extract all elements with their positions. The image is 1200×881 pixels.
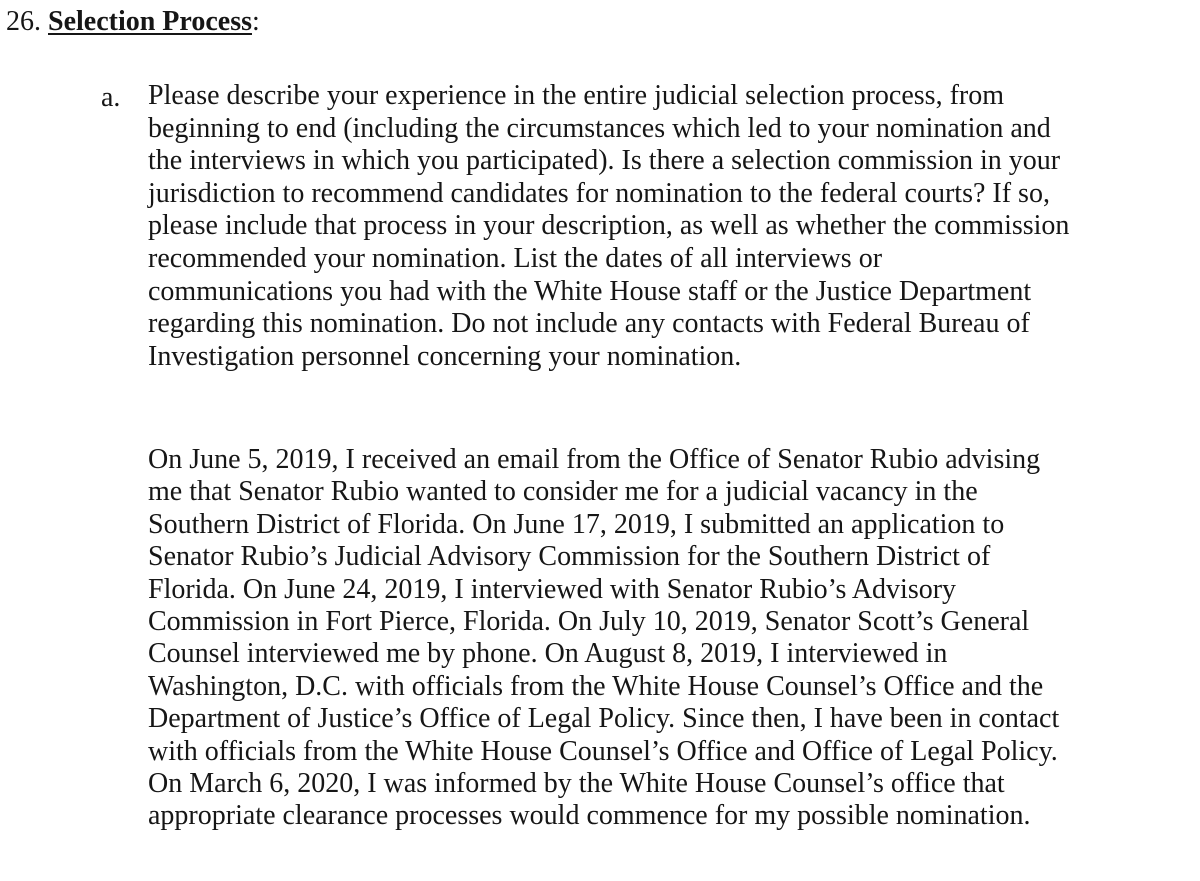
answer-line: Commission in Fort Pierce, Florida. On July 10, 2019, Senator Scott’s General [148, 606, 1030, 638]
answer-line: On March 6, 2020, I was informed by the White House Counsel’s office that [148, 768, 1005, 800]
question-line: beginning to end (including the circumstances which led to your nomination and [148, 112, 1051, 144]
question-line: the interviews in which you participated). Is there a selection commission in your [148, 145, 1061, 177]
question-line: recommended your nomination. List the dates of all interviews or [148, 242, 883, 274]
question-text [148, 80, 1200, 373]
answer-line: Florida. On June 24, 2019, I interviewed with Senator Rubio’s Advisory [148, 573, 957, 605]
question-line: please include that process in your description, as well as whether the commission [148, 210, 1070, 242]
question-line: communications you had with the White House staff or the Justice Department [148, 275, 1032, 307]
answer-line: Senator Rubio’s Judicial Advisory Commission for the Southern District of [148, 541, 991, 573]
question-line: regarding this nomination. Do not include any contacts with Federal Bureau of [148, 308, 1030, 340]
answer-line: Department of Justice’s Office of Legal Policy. Since then, I have been in contact [148, 703, 1060, 735]
answer-line: On June 5, 2019, I received an email from the Office of Senator Rubio advising [148, 444, 1041, 475]
answer-line: Washington, D.C. with officials from the White House Counsel’s Office and the [148, 670, 1044, 702]
answer-line: Counsel interviewed me by phone. On August 8, 2019, I interviewed in [148, 638, 948, 670]
question-line: Please describe your experience in the entire judicial selection process, from [148, 80, 1004, 111]
section-colon: : [251, 6, 260, 37]
answer-line: Southern District of Florida. On June 17, 2019, I submitted an application to [148, 508, 1005, 540]
answer-line: appropriate clearance processes would commence for my possible nomination. [148, 800, 1031, 832]
question-line: jurisdiction to recommend candidates for nomination to the federal courts? If so, [148, 177, 1050, 209]
section-title: Selection Process [48, 6, 252, 37]
section-heading [6, 4, 260, 40]
answer-line: with officials from the White House Counsel’s Office and Office of Legal Policy. [148, 735, 1058, 767]
section-number: 26. [6, 6, 41, 37]
question-marker: a. [101, 82, 121, 113]
answer-line: me that Senator Rubio wanted to consider me for a judicial vacancy in the [148, 476, 978, 508]
question-line: Investigation personnel concerning your nomination. [148, 340, 742, 372]
answer-text [148, 444, 1200, 833]
